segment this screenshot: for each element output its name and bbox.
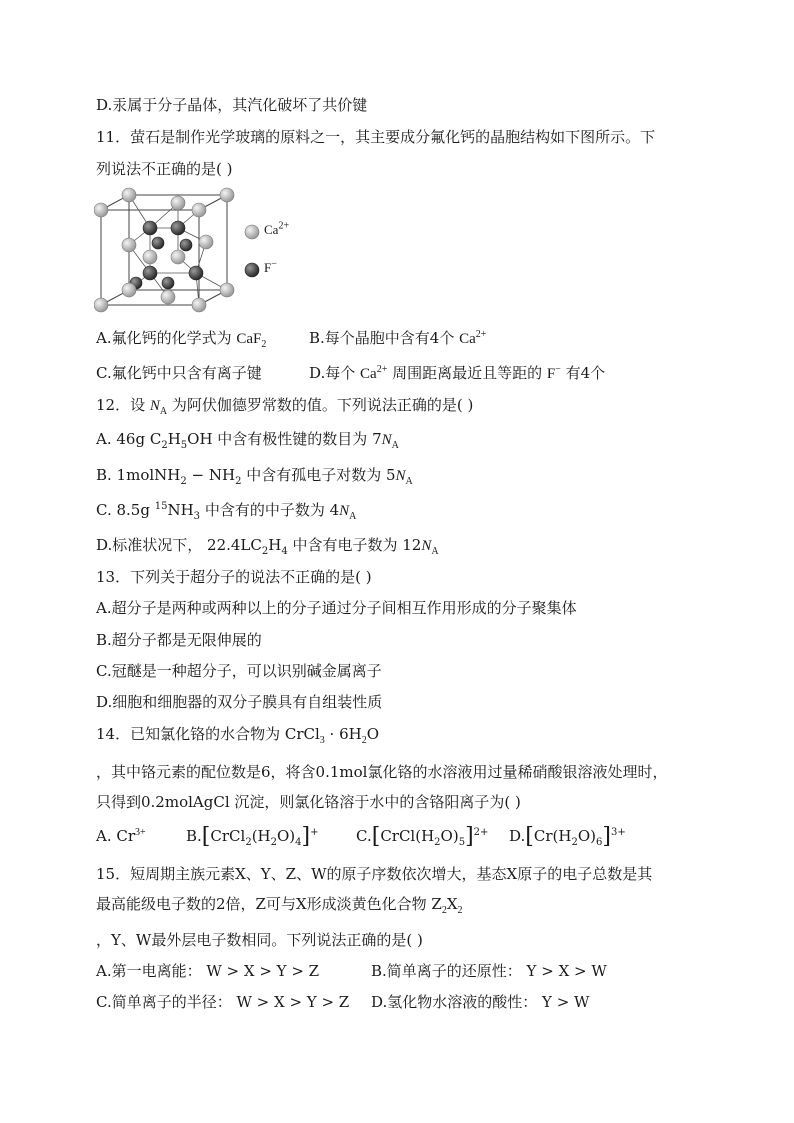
- calcium-legend-marker: [244, 224, 260, 240]
- q12-option-a: A. 46g $C_2H_5OH$ 中含有极性键的数目为 $7N_A$: [96, 430, 399, 451]
- crystal-legend: [244, 222, 304, 284]
- q14-stem-line3: 只得到0.2molAgCl 沉淀，则氯化铬溶于水中的含铬阳离子为( ): [96, 793, 521, 811]
- q14-option-d: $D.[Cr(H_2O)_6]^{3+}$: [509, 824, 626, 849]
- q15-option-d: D.氢化物水溶液的酸性： Y > W: [371, 993, 590, 1011]
- q11-option-c: C.氟化钙中只含有离子键: [96, 364, 262, 382]
- q10-option-d: D.汞属于分子晶体，其汽化破坏了共价键: [96, 96, 368, 114]
- q14-option-c: $C.[CrCl(H_2O)_5]^{2+}$: [356, 824, 489, 849]
- q15-option-b: B.简单离子的还原性： Y > X > W: [371, 962, 607, 980]
- q11-stem-line1: 11．萤石是制作光学玻璃的原料之一，其主要成分氟化钙的晶胞结构如下图所示。下: [96, 128, 656, 146]
- fluoride-legend-marker: [244, 262, 260, 278]
- q15-stem-line1: 15．短周期主族元素X、Y、Z、W的原子序数依次增大，基态X原子的电子总数是其: [96, 865, 653, 883]
- q11-option-b: B.每个晶胞中含有4个 $Ca^{2+}$: [309, 329, 487, 347]
- q11-option-d: D.每个 $Ca^{2+}$ 周围距离最近且等距的 F− 有4个: [309, 364, 606, 382]
- q11-option-a: A.氟化钙的化学式为 CaF$_2$: [96, 329, 267, 350]
- calcium-ions: [94, 188, 234, 312]
- q15-stem-line3: ，Y、W最外层电子数相同。下列说法正确的是( ): [96, 931, 423, 949]
- fluoride-legend-label: F−: [264, 258, 277, 275]
- q11-stem-line2: 列说法不正确的是( ): [96, 160, 233, 178]
- q12-option-d: D.标准状况下， $22.4LC_2H_4$ 中含有电子数为 $12N_A$: [96, 536, 439, 557]
- q12-option-c: C. 8.5g $^{15}NH_3$ 中含有的中子数为 $4N_A$: [96, 501, 357, 522]
- q12-stem: 12．设 $N_A$ 为阿伏伽德罗常数的值。下列说法正确的是( ): [96, 396, 474, 417]
- fluorite-unit-cell-diagram: [94, 185, 240, 315]
- q14-stem-line1: 14．已知氯化铬的水合物为 CrCl$_3$ · $6H_2O$: [96, 725, 380, 746]
- q15-option-a: A.第一电离能： W > X > Y > Z: [96, 962, 320, 980]
- q13-option-d: D.细胞和细胞器的双分子膜具有自组装性质: [96, 693, 383, 711]
- q13-option-a: A.超分子是两种或两种以上的分子通过分子间相互作用形成的分子聚集体: [96, 599, 577, 617]
- calcium-legend-label: $Ca^{2+}$: [264, 220, 290, 237]
- q13-stem: 13．下列关于超分子的说法不正确的是( ): [96, 568, 372, 586]
- q15-option-c: C.简单离子的半径： W > X > Y > Z: [96, 993, 350, 1011]
- q13-option-c: C.冠醚是一种超分子，可以识别碱金属离子: [96, 662, 382, 680]
- q13-option-b: B.超分子都是无限伸展的: [96, 631, 262, 649]
- q12-option-b: B. 1molNH$_2$ − $NH_2$ 中含有孤电子对数为 $5N_A$: [96, 466, 413, 487]
- cube-edges: [101, 195, 227, 305]
- q14-option-b: $B.[CrCl_2(H_2O)_4]^+$: [186, 824, 319, 849]
- q14-option-a: A. $Cr^{3+}$: [96, 827, 146, 845]
- fluoride-ions: [130, 221, 203, 289]
- q14-stem-line2: ，其中铬元素的配位数是6，将含0.1mol氯化铬的水溶液用过量稀硝酸银溶液处理时，: [96, 763, 668, 781]
- q15-stem-line2: 最高能级电子数的2倍，Z可与X形成淡黄色化合物 $Z_2X_2$: [96, 895, 463, 916]
